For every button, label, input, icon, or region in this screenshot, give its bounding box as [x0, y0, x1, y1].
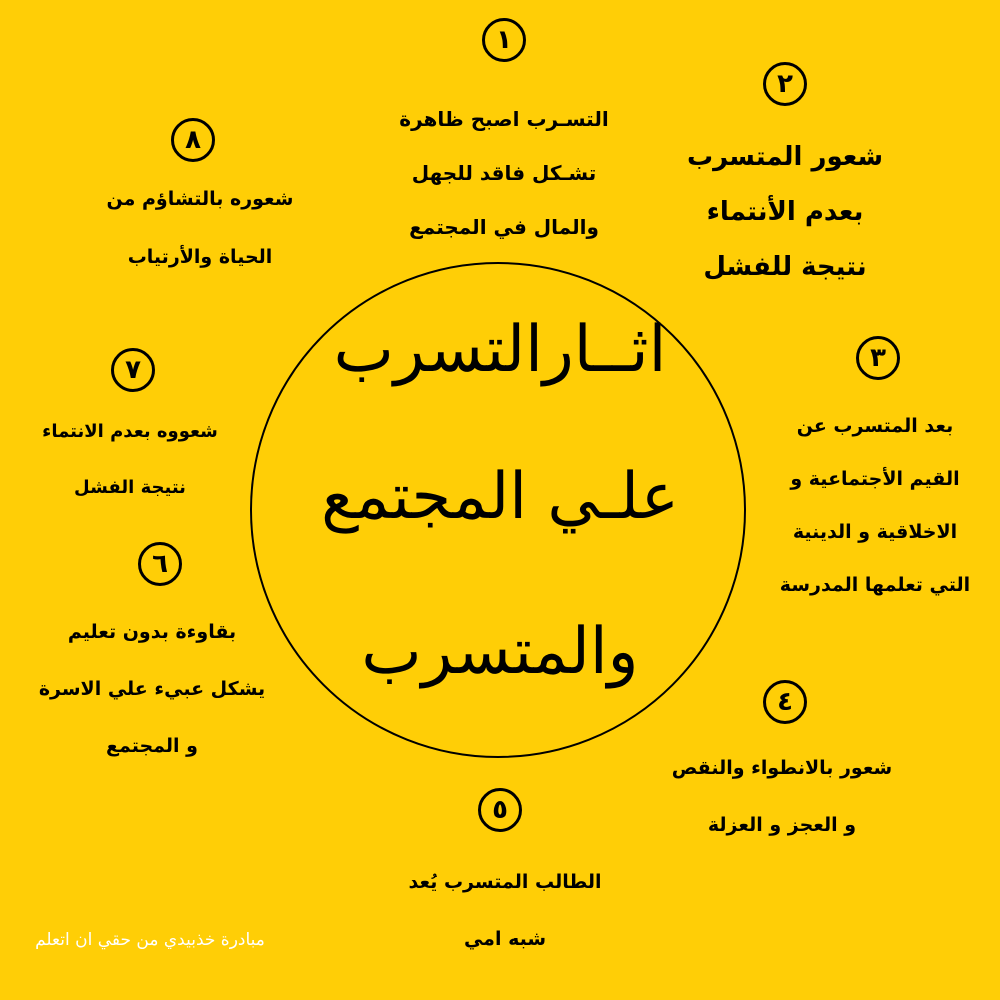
- effect-2-line: شعور المتسرب: [686, 142, 884, 172]
- effect-6-line: يشكل عبيء علي الاسرة: [38, 678, 266, 700]
- effect-3-line: التي تعلمها المدرسة: [779, 574, 971, 596]
- effect-2-line: نتيجة للفشل: [703, 252, 867, 282]
- effect-2-text: [665, 130, 905, 295]
- effect-8-number-badge: ٨: [171, 118, 215, 162]
- center-title-line-1: اثــارالتسرب: [333, 313, 667, 387]
- effect-3-line: بعد المتسرب عن: [796, 415, 954, 437]
- effect-1-number-badge: ١: [482, 18, 526, 62]
- effect-6-line: و المجتمع: [106, 735, 198, 757]
- effect-4-line: و العجز و العزلة: [707, 814, 857, 836]
- effect-2-line: بعدم الأنتماء: [706, 197, 864, 227]
- effect-8-line: شعوره بالتشاؤم من: [106, 188, 294, 210]
- effect-4-text: [642, 740, 922, 854]
- effect-1-line: والمال في المجتمع: [409, 215, 599, 239]
- effect-7-line: نتيجة الفشل: [74, 477, 186, 498]
- effect-3-line: الاخلاقية و الدينية: [792, 521, 958, 543]
- effect-5-text: [380, 854, 630, 968]
- effect-5-line: الطالب المتسرب يُعد: [408, 871, 602, 893]
- center-title-line-3: والمتسرب: [361, 615, 639, 689]
- initiative-footer-caption: مبادرة خذبيدي من حقي ان اتعلم: [35, 930, 265, 950]
- effect-3-line: القيم الأجتماعية و: [790, 468, 960, 490]
- effect-8-text: [80, 170, 320, 286]
- effect-4-number-badge: ٤: [763, 680, 807, 724]
- effect-1-text: [370, 92, 638, 254]
- effect-7-text: [10, 404, 250, 516]
- effect-8-line: الحياة والأرتياب: [127, 246, 273, 268]
- effect-3-text: [755, 400, 995, 612]
- effect-6-text: [22, 604, 282, 775]
- effect-6-number-badge: ٦: [138, 542, 182, 586]
- effect-1-line: تشـكل فاقد للجهل: [411, 161, 597, 185]
- effect-7-line: شعووه بعدم الانتماء: [42, 421, 218, 442]
- center-title-line-2: علـي المجتمع: [321, 460, 679, 534]
- effect-7-number-badge: ٧: [111, 348, 155, 392]
- effect-3-number-badge: ٣: [856, 336, 900, 380]
- effect-1-line: التسـرب اصبح ظاهرة: [399, 107, 609, 131]
- effect-2-number-badge: ٢: [763, 62, 807, 106]
- effect-5-line: شبه امي: [463, 928, 547, 950]
- effect-4-line: شعور بالانطواء والنقص: [671, 757, 893, 779]
- effect-5-number-badge: ٥: [478, 788, 522, 832]
- effect-6-line: بقاوءة بدون تعليم: [67, 621, 237, 643]
